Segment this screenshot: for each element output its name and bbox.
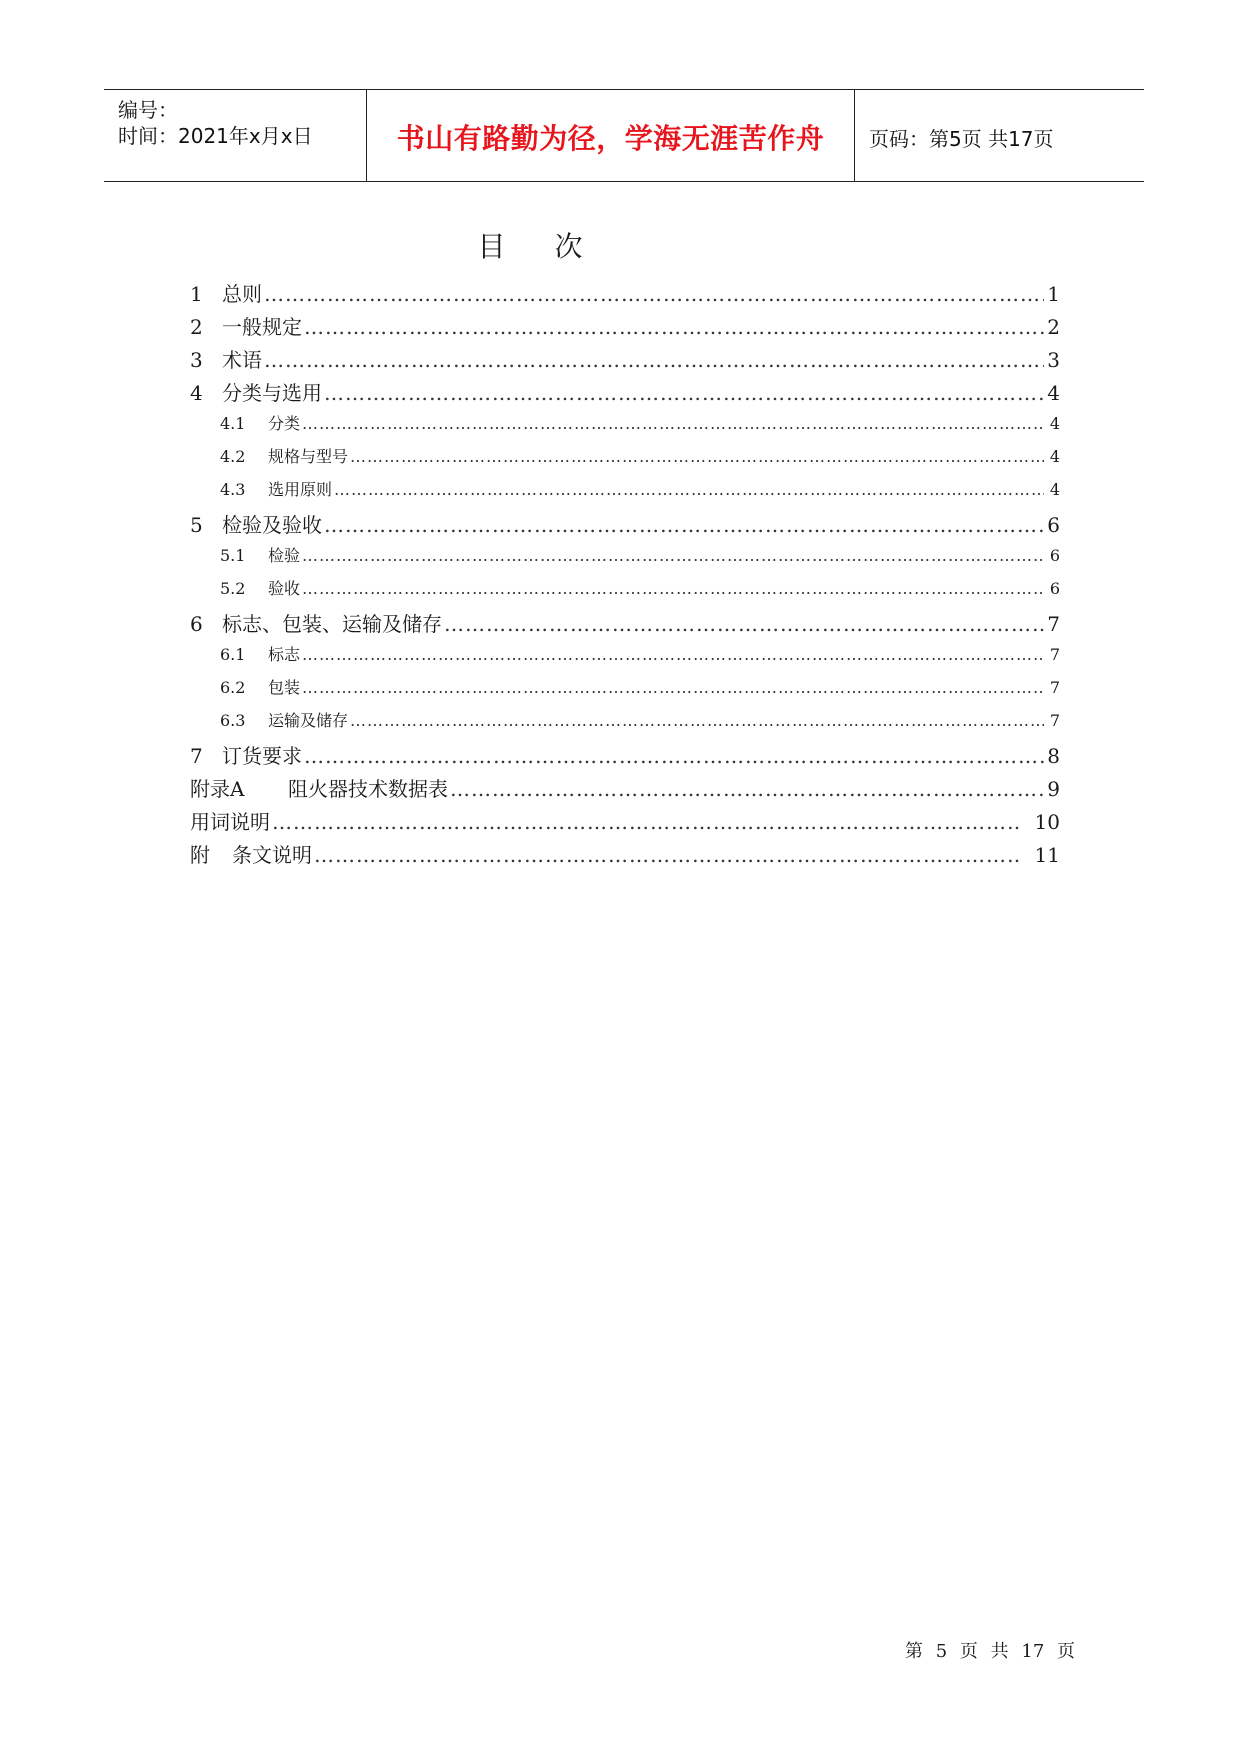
toc-entry-page: 9: [1047, 777, 1060, 801]
toc-entry-label: 条文说明: [232, 843, 312, 867]
header-page-cell: [855, 90, 1144, 181]
toc-entry[interactable]: [190, 311, 1060, 343]
toc-subentry[interactable]: [190, 477, 1060, 509]
toc-entry-label: 分类: [268, 414, 301, 433]
toc-leader-dots: [302, 546, 1044, 565]
toc-leader-dots: [302, 645, 1044, 664]
footer-text: 共: [990, 1641, 1009, 1662]
toc-entry-page: 7: [1047, 612, 1060, 636]
toc-entry-label: 包装: [268, 678, 301, 697]
toc-entry-label: 分类与选用: [222, 381, 322, 405]
toc-leader-dots: [324, 513, 1044, 537]
toc-entry[interactable]: [190, 509, 1060, 541]
toc-leader-dots: [350, 711, 1044, 730]
toc-entry[interactable]: [190, 608, 1060, 640]
header-page-info: 页码：第5页 共17页: [869, 127, 1054, 151]
toc-entry-page: 6: [1049, 579, 1060, 598]
toc-entry-label: 规格与型号: [268, 447, 349, 466]
toc-entry-number: 3: [190, 348, 203, 372]
toc-entry-number: 4.2: [220, 447, 246, 466]
toc-entry-label: 总则: [222, 282, 262, 306]
toc-entry-number: 4.1: [220, 414, 246, 433]
toc-entry-page: 7: [1049, 711, 1060, 730]
toc-entry-page: 6: [1047, 513, 1060, 537]
toc-entry-page: 4: [1049, 447, 1060, 466]
page-footer: [905, 1637, 1082, 1663]
toc-entry-label: 一般规定: [222, 315, 302, 339]
toc-subentry[interactable]: [190, 411, 1060, 443]
toc-entry[interactable]: [190, 740, 1060, 772]
toc-entry-page: 4: [1047, 381, 1060, 405]
toc-entry-page: 7: [1049, 678, 1060, 697]
toc-entry-page: 6: [1049, 546, 1060, 565]
toc-entry-label: 运输及储存: [268, 711, 349, 730]
title-char-1: 目: [477, 230, 506, 263]
toc-entry-number: 附录A: [190, 777, 245, 801]
toc-subentry[interactable]: [190, 642, 1060, 674]
toc-leader-dots: [314, 843, 1020, 867]
toc-entry-page: 7: [1049, 645, 1060, 664]
toc-entry-page: 10: [1034, 810, 1060, 834]
toc-entry-label: 订货要求: [222, 744, 302, 768]
toc-entry-appendix[interactable]: [190, 773, 1060, 805]
toc-entry-label: 术语: [222, 348, 262, 372]
toc-entry-label: 检验: [268, 546, 301, 565]
toc-entry-number: 5.1: [220, 546, 246, 565]
toc-entry-page: 2: [1047, 315, 1060, 339]
toc-entry-page: 4: [1049, 480, 1060, 499]
toc-entry-number: 附: [190, 843, 210, 867]
toc-entry[interactable]: [190, 377, 1060, 409]
toc-entry-page: 11: [1034, 843, 1060, 867]
footer-text: 第: [905, 1641, 923, 1662]
motto-text: 书山有路勤为径，学海无涯苦作舟: [396, 122, 825, 155]
toc-entry-label: 检验及验收: [222, 513, 322, 537]
footer-total-pages: 17: [1021, 1641, 1045, 1662]
header-meta-cell: [104, 90, 367, 181]
toc-entry-number: 2: [190, 315, 203, 339]
toc-entry-terms[interactable]: [190, 806, 1060, 838]
toc-entry-page: 4: [1049, 414, 1060, 433]
toc-entry-explanation[interactable]: [190, 839, 1060, 871]
toc-entry-label: 阻火器技术数据表: [288, 777, 448, 801]
title-char-2: 次: [554, 230, 583, 263]
toc-entry-page: 8: [1047, 744, 1060, 768]
toc-leader-dots: [450, 777, 1044, 801]
toc-entry-number: 5: [190, 513, 203, 537]
header-motto-cell: [367, 90, 855, 181]
toc-entry-label: 标志: [268, 645, 301, 664]
toc-subentry[interactable]: [190, 543, 1060, 575]
toc-entry-number: 1: [190, 282, 203, 306]
footer-text: 页: [959, 1641, 978, 1662]
footer-text: 页: [1057, 1641, 1076, 1662]
toc-entry[interactable]: [190, 278, 1060, 310]
toc-entry-page: 1: [1047, 282, 1060, 306]
toc-entry-number: 7: [190, 744, 203, 768]
toc-entry-number: 5.2: [220, 579, 246, 598]
toc-leader-dots: [302, 579, 1044, 598]
toc-leader-dots: [334, 480, 1044, 499]
toc-leader-dots: [304, 315, 1044, 339]
toc-entry-label: 用词说明: [190, 810, 270, 834]
toc-leader-dots: [302, 678, 1044, 697]
toc-entry-number: 4.3: [220, 480, 246, 499]
toc-subentry[interactable]: [190, 675, 1060, 707]
toc-entry-page: 3: [1047, 348, 1060, 372]
toc-entry[interactable]: [190, 344, 1060, 376]
toc-leader-dots: [302, 414, 1044, 433]
toc-entry-label: 选用原则: [268, 480, 333, 499]
toc-entry-number: 6.2: [220, 678, 246, 697]
toc-entry-number: 6.1: [220, 645, 246, 664]
toc-subentry[interactable]: [190, 576, 1060, 608]
toc-leader-dots: [324, 381, 1044, 405]
toc-entry-label: 验收: [268, 579, 301, 598]
toc-entry-number: 6: [190, 612, 203, 636]
serial-label: 编号：: [118, 98, 178, 122]
toc-leader-dots: [304, 744, 1044, 768]
toc-leader-dots: [444, 612, 1044, 636]
toc-leader-dots: [264, 282, 1044, 306]
footer-page-number: 5: [935, 1641, 948, 1662]
toc-leader-dots: [272, 810, 1020, 834]
toc-leader-dots: [350, 447, 1044, 466]
toc-entry-number: 6.3: [220, 711, 246, 730]
toc-entry-label: 标志、包装、运输及储存: [222, 612, 442, 636]
page-header: [104, 89, 1144, 182]
toc-entry-number: 4: [190, 381, 203, 405]
toc-subentry[interactable]: [190, 708, 1060, 740]
toc-leader-dots: [264, 348, 1044, 372]
toc-subentry[interactable]: [190, 444, 1060, 476]
toc-title: [0, 225, 1060, 265]
time-label: 时间：2021年x月x日: [118, 124, 313, 148]
